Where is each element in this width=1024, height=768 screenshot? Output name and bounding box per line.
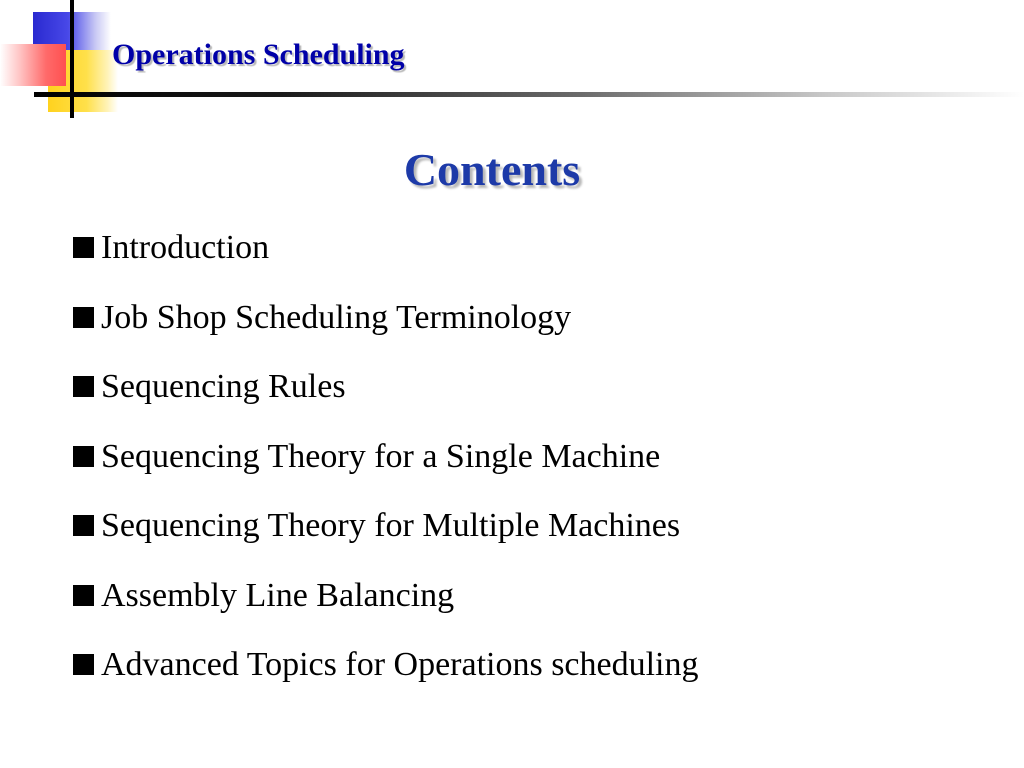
square-bullet-icon [73,515,94,536]
list-item [73,228,699,298]
list-item-label: Assembly Line Balancing [101,576,455,614]
list-item [73,645,699,715]
list-item [73,298,699,368]
decor-vertical-line [70,0,74,118]
list-item-label: Advanced Topics for Operations scheduling [101,646,699,683]
page-title: Contents [403,144,581,195]
list-item-label: Job Shop Scheduling Terminology [101,298,572,336]
header-title: Operations Scheduling [112,38,405,71]
decor-red-block [0,44,66,86]
list-item-label: Sequencing Theory for Multiple Machines [101,507,681,544]
list-item-label: Sequencing Rules [101,368,346,405]
header-divider [34,92,1024,97]
list-item [73,367,699,437]
square-bullet-icon [73,376,94,397]
contents-list [73,228,699,715]
list-item [73,437,699,507]
list-item [73,576,699,646]
square-bullet-icon [73,237,94,258]
list-item-label: Introduction [101,229,270,266]
square-bullet-icon [73,654,94,675]
square-bullet-icon [73,585,94,606]
square-bullet-icon [73,446,94,467]
list-item [73,506,699,576]
square-bullet-icon [73,307,94,328]
list-item-label: Sequencing Theory for a Single Machine [101,437,661,475]
